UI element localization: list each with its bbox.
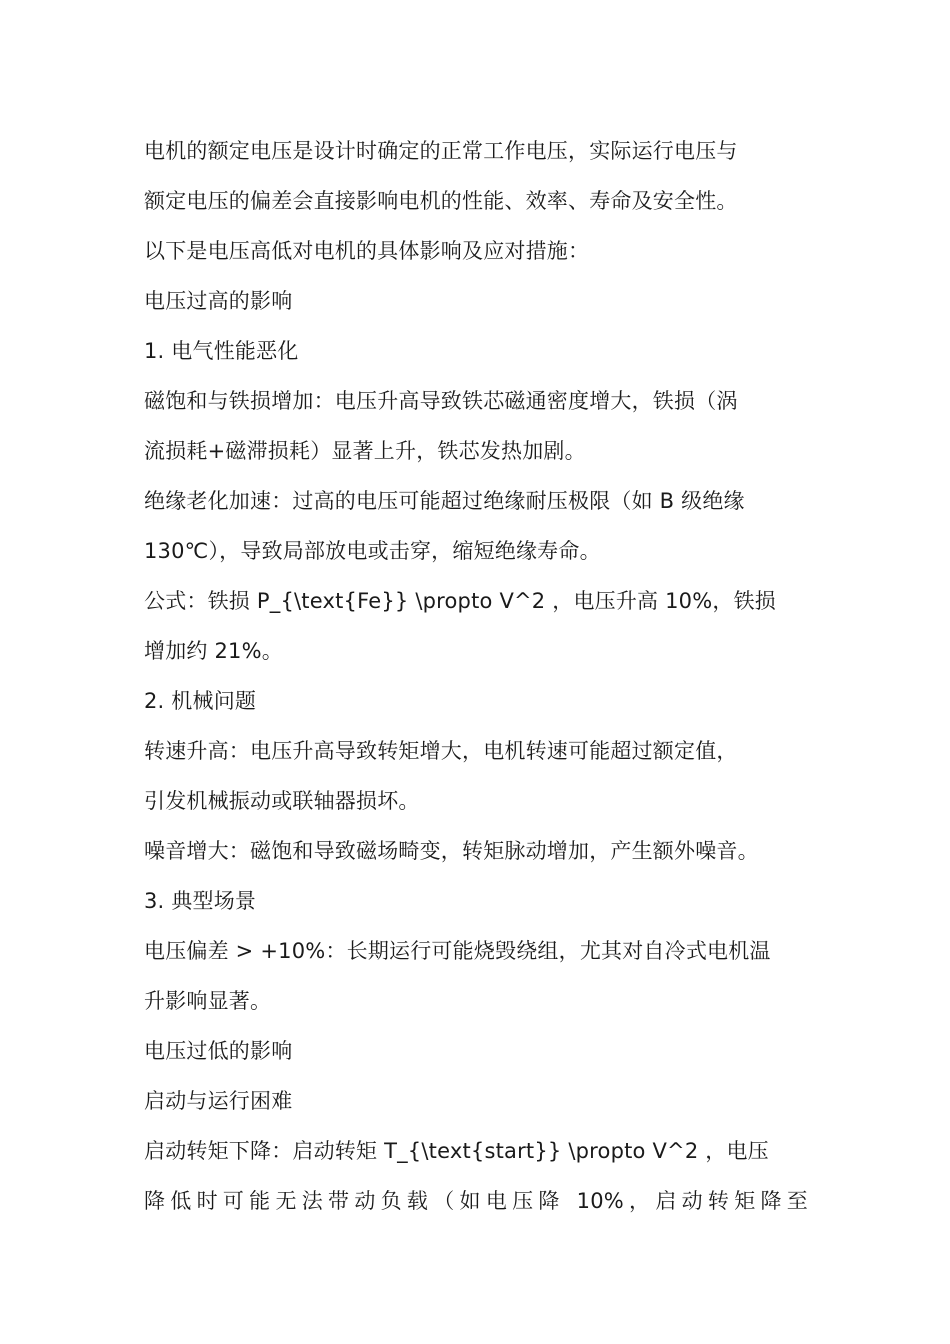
section-heading-low-voltage: 电压过低的影响	[144, 1039, 293, 1063]
paragraph-intro-line-2: 额定电压的偏差会直接影响电机的性能、效率、寿命及安全性。	[144, 189, 738, 213]
text-line-deviation-2: 升影响显著。	[144, 989, 272, 1013]
subheading-typical-scenario: 3. 典型场景	[144, 889, 257, 913]
text-line-start-torque-1: 启动转矩下降：启动转矩 T_{\text{start}} \propto V^2 ，电压	[144, 1139, 769, 1163]
text-line-speed-2: 引发机械振动或联轴器损坏。	[144, 789, 420, 813]
subheading-mechanical-issues: 2. 机械问题	[144, 689, 257, 713]
paragraph-intro-line-3: 以下是电压高低对电机的具体影响及应对措施：	[144, 239, 590, 263]
section-heading-high-voltage: 电压过高的影响	[144, 289, 293, 313]
text-line-deviation-1: 电压偏差 > +10%：长期运行可能烧毁绕组，尤其对自冷式电机温	[144, 939, 771, 963]
text-line-formula-iron-loss-1: 公式：铁损 P_{\text{Fe}} \propto V^2 ，电压升高 10%，铁损	[144, 589, 776, 613]
document-body	[144, 126, 808, 1226]
text-line-insulation-2: 130℃），导致局部放电或击穿，缩短绝缘寿命。	[144, 539, 601, 563]
paragraph-intro-line-1: 电机的额定电压是设计时确定的正常工作电压，实际运行电压与	[144, 139, 738, 163]
text-line-iron-loss-1: 磁饱和与铁损增加：电压升高导致铁芯磁通密度增大，铁损（涡	[144, 389, 738, 413]
text-line-start-torque-2: 降低时可能无法带动负载（如电压降 10%，启动转矩降至	[144, 1189, 808, 1213]
text-line-noise: 噪音增大：磁饱和导致磁场畸变，转矩脉动增加，产生额外噪音。	[144, 839, 759, 863]
text-line-formula-iron-loss-2: 增加约 21%。	[144, 639, 283, 663]
text-line-insulation-1: 绝缘老化加速：过高的电压可能超过绝缘耐压极限（如 B 级绝缘	[144, 489, 745, 513]
text-line-iron-loss-2: 流损耗+磁滞损耗）显著上升，铁芯发热加剧。	[144, 439, 586, 463]
subheading-start-run-difficulty: 启动与运行困难	[144, 1089, 293, 1113]
text-line-speed-1: 转速升高：电压升高导致转矩增大，电机转速可能超过额定值，	[144, 739, 738, 763]
subheading-electrical-performance: 1. 电气性能恶化	[144, 339, 299, 363]
